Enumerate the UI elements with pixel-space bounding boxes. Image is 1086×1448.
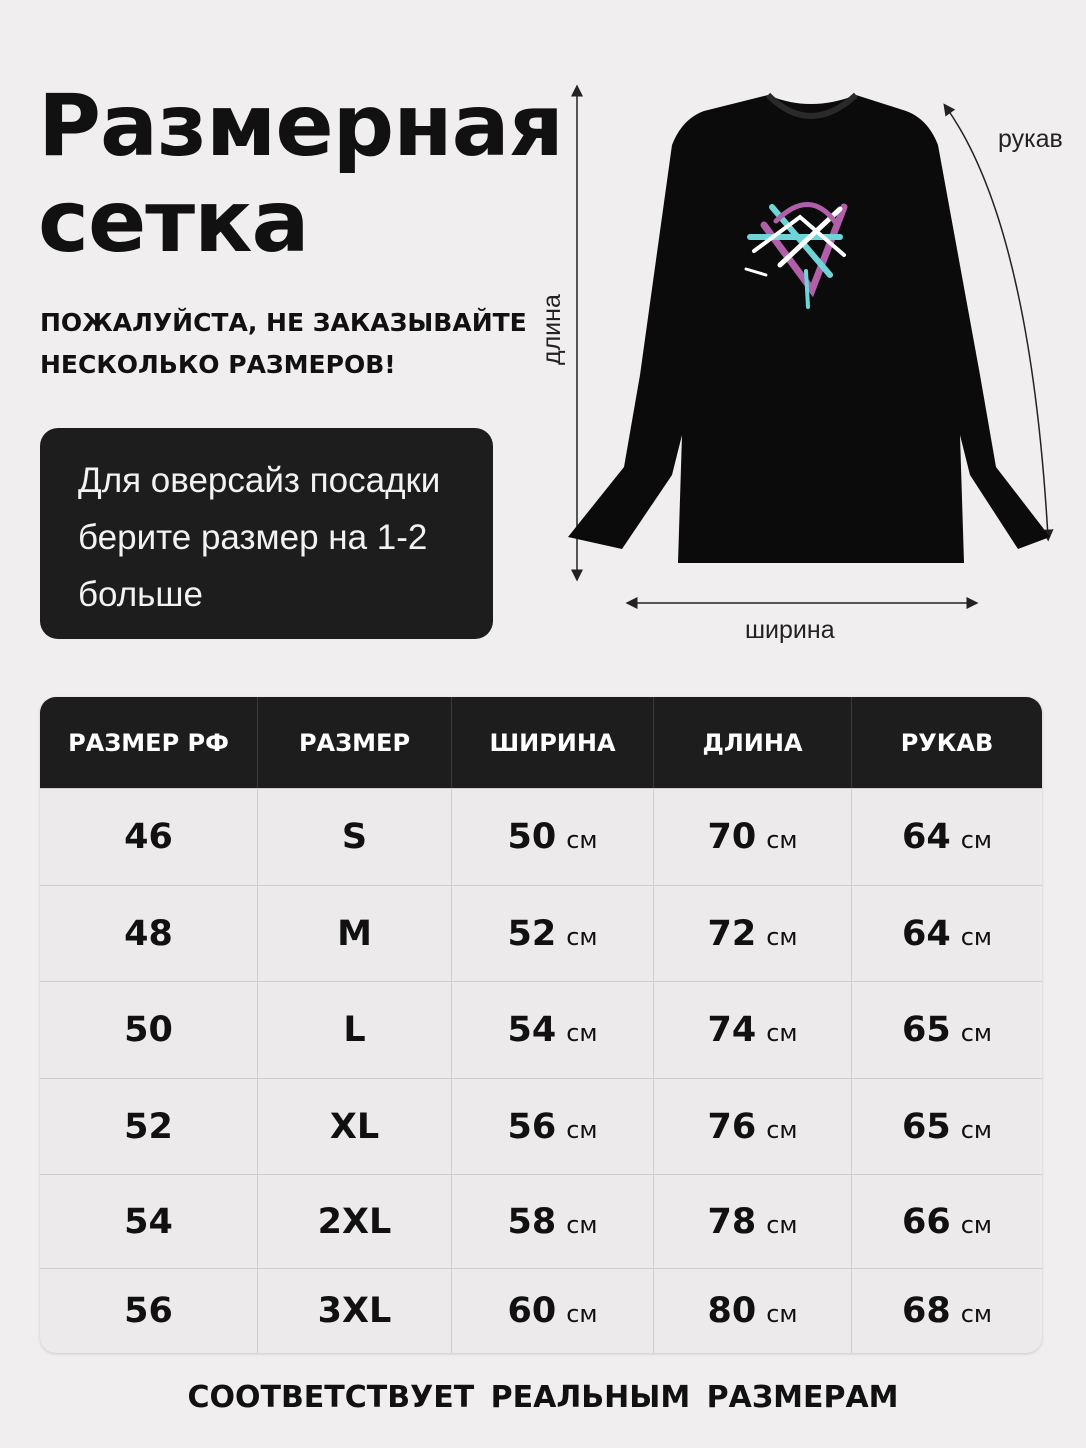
table-row xyxy=(40,1174,1042,1268)
unit-label: см xyxy=(566,826,598,854)
width-value: 52 xyxy=(507,913,557,954)
footer-note: СООТВЕТСТВУЕТ РЕАЛЬНЫМ РАЗМЕРАМ xyxy=(187,1380,899,1415)
unit-label: см xyxy=(766,1300,798,1328)
unit-label: см xyxy=(566,1115,598,1144)
ru-size-value: 50 xyxy=(124,1010,173,1050)
header-width: ШИРИНА xyxy=(452,697,654,788)
note-line-2: берите размер на 1-2 xyxy=(78,518,428,557)
sleeve-value: 65 xyxy=(901,1010,951,1050)
width-value: 54 xyxy=(507,1010,557,1050)
size-value: XL xyxy=(329,1106,380,1147)
width-cell xyxy=(452,886,654,981)
ru-size-value: 54 xyxy=(124,1201,173,1242)
unit-label: см xyxy=(960,1300,993,1328)
sleeve-value: 68 xyxy=(901,1291,951,1331)
width-cell xyxy=(452,789,654,885)
table-row xyxy=(40,981,1042,1078)
garment-diagram xyxy=(540,75,1086,675)
length-cell xyxy=(654,789,852,885)
width-value: 58 xyxy=(507,1201,557,1242)
unit-label: см xyxy=(766,1210,798,1239)
unit-label: см xyxy=(766,922,798,951)
size-cell xyxy=(258,982,452,1078)
size-cell xyxy=(258,1079,452,1174)
ru-size-cell xyxy=(40,1175,258,1268)
length-value: 70 xyxy=(707,817,757,857)
width-value: 50 xyxy=(507,817,557,857)
table-row xyxy=(40,1078,1042,1174)
ru-size-value: 46 xyxy=(124,817,173,857)
width-label: ширина xyxy=(745,616,835,644)
length-value: 74 xyxy=(707,1010,757,1050)
table-row xyxy=(40,788,1042,885)
order-warning xyxy=(40,302,527,386)
unit-label: см xyxy=(766,1019,798,1047)
table-row xyxy=(40,885,1042,981)
sleeve-value: 64 xyxy=(901,913,951,954)
table-row xyxy=(40,1268,1042,1353)
width-value: 60 xyxy=(507,1291,557,1331)
ru-size-value: 52 xyxy=(124,1106,173,1147)
width-value: 56 xyxy=(507,1106,557,1147)
note-line-1: Для оверсайз посадки xyxy=(78,461,441,500)
warning-line-1: ПОЖАЛУЙСТА, НЕ ЗАКАЗЫВАЙТЕ xyxy=(40,308,527,337)
size-value: M xyxy=(337,913,372,954)
ru-size-cell xyxy=(40,1079,258,1174)
oversize-note xyxy=(40,428,493,639)
unit-label: см xyxy=(766,1115,798,1144)
unit-label: см xyxy=(566,1210,598,1239)
unit-label: см xyxy=(766,826,798,854)
length-cell xyxy=(654,1269,852,1353)
ru-size-cell xyxy=(40,1269,258,1353)
header-sleeve: РУКАВ xyxy=(900,728,994,757)
sleeve-cell xyxy=(852,789,1042,885)
length-label: длина xyxy=(538,294,566,365)
size-value: S xyxy=(341,817,368,857)
length-value: 80 xyxy=(707,1291,757,1331)
unit-label: см xyxy=(960,922,993,951)
size-cell xyxy=(258,886,452,981)
ru-size-cell xyxy=(40,789,258,885)
unit-label: см xyxy=(566,922,598,951)
length-value: 72 xyxy=(707,913,757,954)
size-value: 3XL xyxy=(317,1291,392,1331)
table-header xyxy=(40,697,1042,788)
note-line-3: больше xyxy=(78,575,203,614)
longsleeve-illustration xyxy=(540,75,1086,675)
unit-label: см xyxy=(960,1210,993,1239)
unit-label: см xyxy=(960,1115,993,1144)
unit-label: см xyxy=(566,1019,598,1047)
sleeve-label: рукав xyxy=(998,125,1063,153)
length-value: 76 xyxy=(707,1106,757,1147)
sleeve-value: 66 xyxy=(901,1201,951,1242)
sleeve-cell xyxy=(852,1175,1042,1268)
sleeve-cell xyxy=(852,886,1042,981)
width-cell xyxy=(452,1175,654,1268)
length-cell xyxy=(654,982,852,1078)
sleeve-value: 65 xyxy=(901,1106,951,1147)
sleeve-cell xyxy=(852,1269,1042,1353)
header-length: ДЛИНА xyxy=(654,697,852,788)
header-size: РАЗМЕР xyxy=(258,697,452,788)
page-title xyxy=(38,78,563,270)
size-value: L xyxy=(343,1010,366,1050)
length-cell xyxy=(654,1079,852,1174)
size-value: 2XL xyxy=(317,1201,392,1242)
width-cell xyxy=(452,982,654,1078)
unit-label: см xyxy=(960,826,993,854)
length-value: 78 xyxy=(707,1201,757,1242)
sleeve-cell xyxy=(852,1079,1042,1174)
title-line-1: Размерная xyxy=(38,76,563,176)
ru-size-cell xyxy=(40,982,258,1078)
unit-label: см xyxy=(566,1300,598,1328)
unit-label: см xyxy=(960,1019,993,1047)
ru-size-cell xyxy=(40,886,258,981)
width-cell xyxy=(452,1079,654,1174)
ru-size-value: 56 xyxy=(124,1291,173,1331)
size-table xyxy=(40,697,1042,1353)
ru-size-value: 48 xyxy=(124,913,173,954)
sleeve-value: 64 xyxy=(901,817,951,857)
size-cell xyxy=(258,1269,452,1353)
length-cell xyxy=(654,1175,852,1268)
width-cell xyxy=(452,1269,654,1353)
header-ru-size: РАЗМЕР РФ xyxy=(40,697,258,788)
size-cell xyxy=(258,789,452,885)
title-line-2: сетка xyxy=(38,172,309,272)
length-cell xyxy=(654,886,852,981)
size-cell xyxy=(258,1175,452,1268)
sleeve-cell xyxy=(852,982,1042,1078)
warning-line-2: НЕСКОЛЬКО РАЗМЕРОВ! xyxy=(40,350,396,379)
